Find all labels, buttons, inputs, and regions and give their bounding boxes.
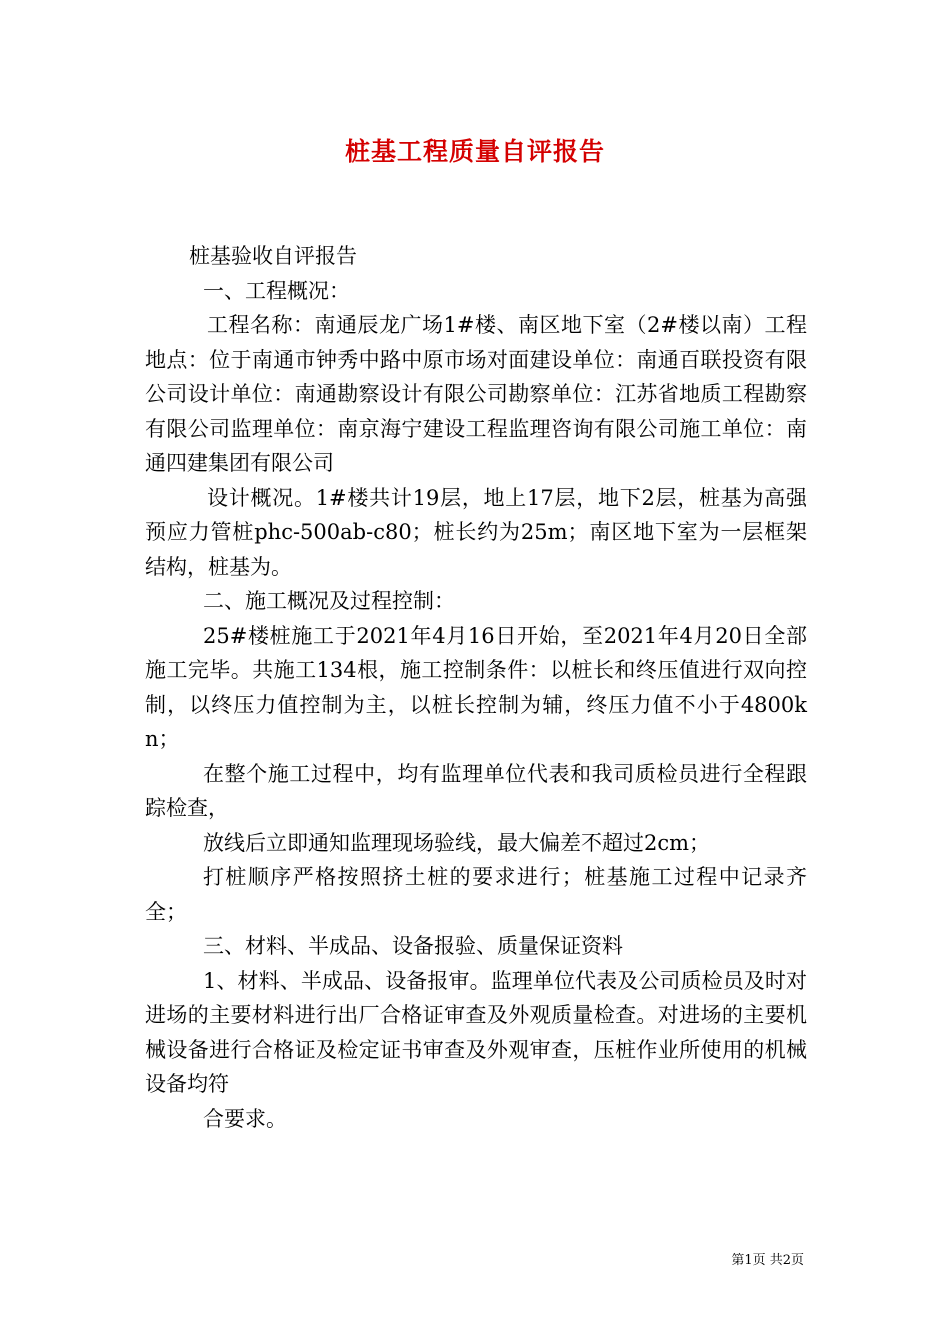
paragraph-heading-2: 二、施工概况及过程控制： <box>203 589 455 613</box>
paragraph-project-info: 工程名称：南通辰龙广场1#楼、南区地下室（2#楼以南）工程地点：位于南通市钟秀中路中原市场对面建设单位：南通百联投资有限公司设计单位：南通勘察设计有限公司勘察单位：江苏省地质工程勘察有限公司监理单位：南京海宁建设工程监理咨询有限公司施工单位：南通四建集团有限公司 <box>145 313 807 475</box>
document-title: 桩基工程质量自评报告 <box>344 137 605 166</box>
paragraph-construction: 25#楼桩施工于2021年4月16日开始，至2021年4月20日全部施工完毕。共施工134根，施工控制条件：以桩长和终压值进行双向控制，以终压力值控制为主，以桩长控制为辅，终压力值不小于4800kn； <box>145 623 807 751</box>
document-body <box>145 239 807 1136</box>
paragraph-layout-check: 放线后立即通知监理现场验线，最大偏差不超过2cm； <box>203 830 711 855</box>
page-number-footer: 第1页 共2页 <box>731 1253 804 1268</box>
paragraph-conclusion: 合要求。 <box>203 1106 287 1131</box>
paragraph-heading-3: 三、材料、半成品、设备报验、质量保证资料 <box>203 934 623 958</box>
paragraph-piling-order: 打桩顺序严格按照挤土桩的要求进行；桩基施工过程中记录齐全； <box>145 865 807 924</box>
paragraph-inspection: 在整个施工过程中，均有监理单位代表和我司质检员进行全程跟踪检查， <box>145 761 807 820</box>
paragraph-design-overview: 设计概况。1#楼共计19层，地上17层，地下2层，桩基为高强预应力管桩phc-500ab-c80；桩长约为25m；南区地下室为一层框架结构，桩基为。 <box>145 485 807 579</box>
paragraph-heading-1: 一、工程概况： <box>203 278 350 303</box>
paragraph-materials: 1、材料、半成品、设备报审。监理单位代表及公司质检员及时对进场的主要材料进行出厂合格证审查及外观质量检查。对进场的主要机械设备进行合格证及检定证书审查及外观审查，压桩作业所使用的机械设备均符 <box>145 968 807 1096</box>
paragraph-subtitle: 桩基验收自评报告 <box>189 244 357 268</box>
